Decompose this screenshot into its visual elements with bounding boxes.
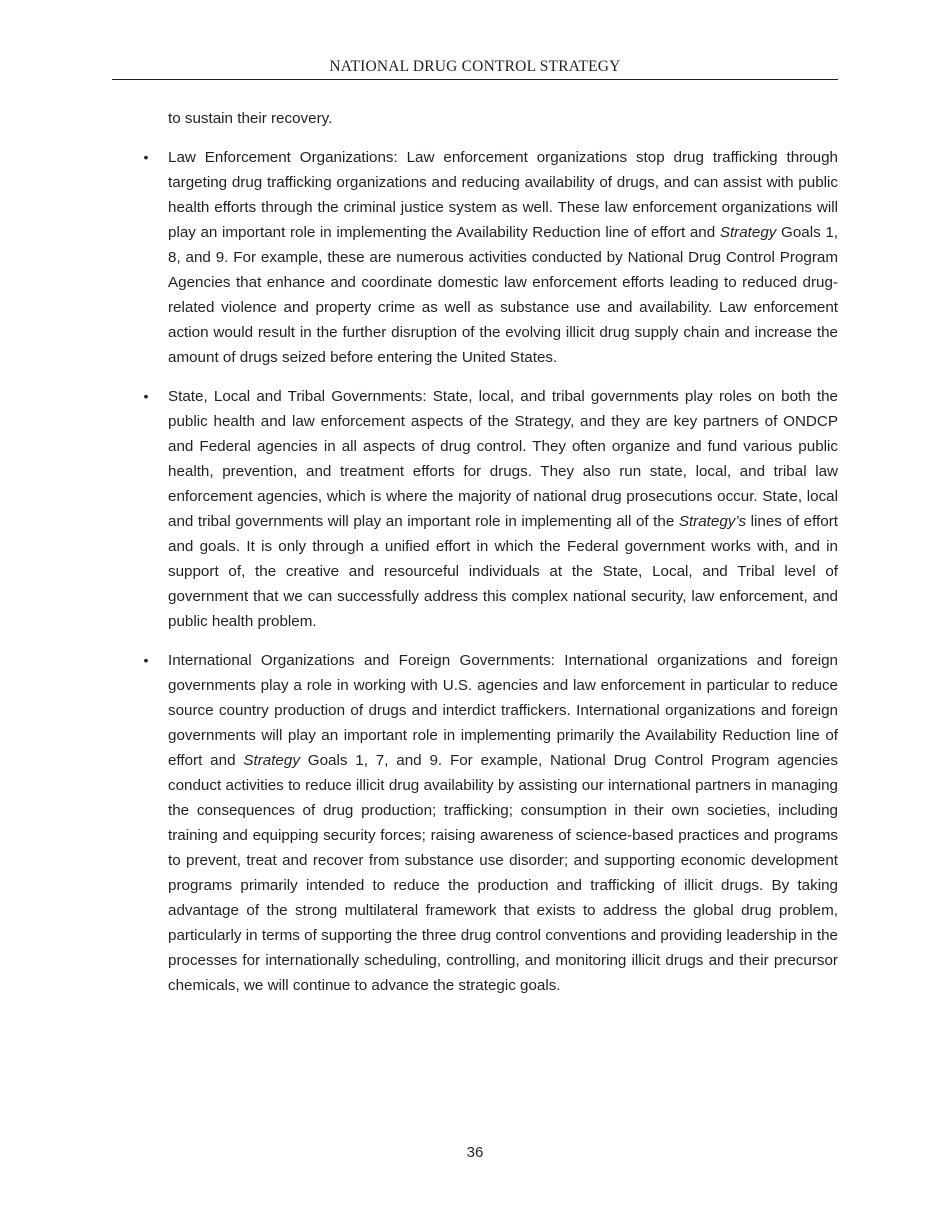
bullet-icon: •	[143, 388, 149, 404]
header-title: NATIONAL DRUG CONTROL STRATEGY	[329, 58, 621, 75]
bullet-text	[168, 384, 838, 634]
bullet-text-emphasis: Strategy’s	[678, 513, 747, 530]
bullet-item-international	[143, 648, 838, 998]
bullet-text-segment: lines of effort and goals. It is only through a unified effort in which the Federal government works with, and in support of, the creative and resourceful individuals at the State, Local, and Tribal level of government that we can successfully address this complex national security, law enforcement, and public health problem.	[168, 513, 838, 630]
bullet-icon: •	[143, 149, 149, 165]
bullet-text-segment: Goals 1, 8, and 9. For example, these are numerous activities conducted by National Drug Control Program Agencies that enhance and coordinate domestic law enforcement efforts leading to reduced drug-related violence and property crime as well as substance use and availability. Law enforcement action would result in the further disruption of the evolving illicit drug supply chain and increase the amount of drugs seized before entering the United States.	[168, 224, 838, 366]
bullet-text-segment: Goals 1, 7, and 9. For example, National Drug Control Program agencies conduct activities to reduce illicit drug availability by assisting our international partners in managing the consequences of drug production; trafficking; consumption in their own societies, including training and equipping security forces; raising awareness of science-based practices and programs to prevent, treat and recover from substance use disorder; and supporting economic development programs primarily intended to reduce the production and trafficking of illicit drugs. By taking advantage of the strong multilateral framework that exists to address the global drug problem, particularly in terms of supporting the three drug control conventions and providing leadership in the processes for internationally scheduling, controlling, and monitoring illicit drugs and their precursor chemicals, we will continue to advance the strategic goals.	[168, 752, 838, 994]
bullet-text-emphasis: Strategy	[243, 752, 300, 769]
bullet-text-segment: International Organizations and Foreign Governments: International organizations and foreign governments play a role in working with U.S. agencies and law enforcement in particular to reduce source country production of drugs and interdict traffickers. International organizations and foreign governments will play an important role in implementing primarily the Availability Reduction line of effort and	[168, 652, 838, 769]
bullet-text	[168, 648, 838, 998]
bullet-text-segment: Law Enforcement Organizations: Law enforcement organizations stop drug trafficking through targeting drug trafficking organizations and reducing availability of drugs, and can assist with public health efforts through the criminal justice system as well. These law enforcement organizations will play an important role in implementing the Availability Reduction line of effort and	[168, 149, 838, 241]
bullet-item-law-enforcement	[143, 145, 838, 370]
bullet-text	[168, 145, 838, 370]
continuation-paragraph: to sustain their recovery.	[168, 110, 333, 127]
bullet-text-emphasis: Strategy	[719, 224, 777, 241]
document-body	[143, 106, 838, 998]
running-header	[112, 57, 838, 80]
bullet-item-state-local-tribal	[143, 384, 838, 634]
bullet-text-segment: State, Local and Tribal Governments: State, local, and tribal governments play roles on both the public health and law enforcement aspects of the Strategy, and they are key partners of ONDCP and Federal agencies in all aspects of drug control. They often organize and fund various public health, prevention, and treatment efforts for drugs. They also run state, local, and tribal law enforcement agencies, which is where the majority of national drug prosecutions occur. State, local and tribal governments will play an important role in implementing all of the	[168, 388, 838, 530]
bullet-icon: •	[143, 652, 149, 668]
page-number: 36	[466, 1144, 484, 1161]
